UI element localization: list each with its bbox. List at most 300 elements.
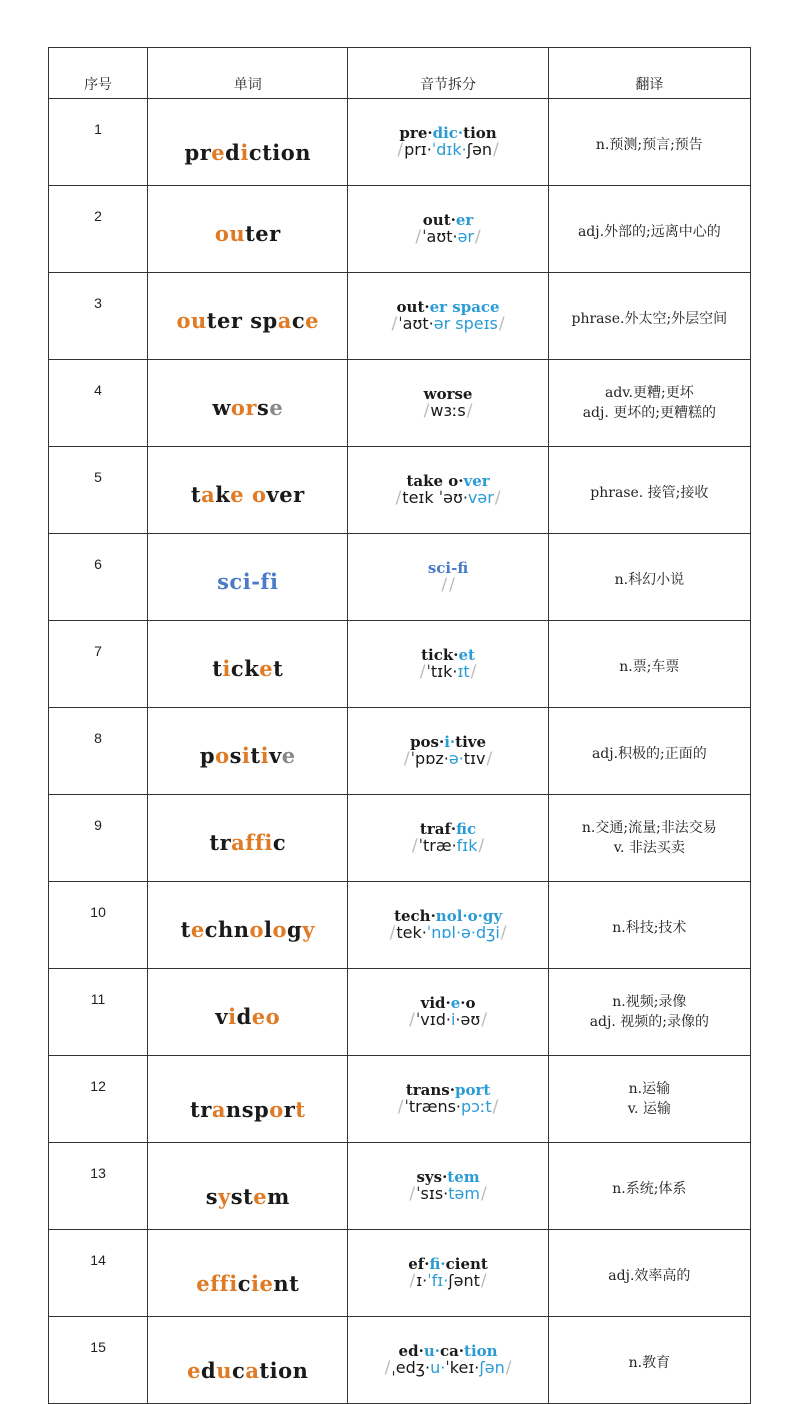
- translation-line: n.科技;技术: [612, 919, 687, 936]
- syllable-segment: tech·: [394, 906, 436, 925]
- row-number: 11: [49, 969, 148, 1056]
- translation-cell: [548, 1317, 750, 1404]
- table-row: [49, 882, 751, 969]
- phonetic-text: [348, 313, 547, 334]
- syllable-segment: traf·: [419, 819, 457, 838]
- syllable-cell: [348, 447, 548, 534]
- phonetic-segment: ˈaʊt·: [422, 226, 458, 246]
- phonetic-segment: ɪt: [457, 661, 470, 681]
- row-number: 6: [49, 534, 148, 621]
- word-segment: y: [218, 1183, 231, 1209]
- syllable-segment: nol·o·gy: [435, 906, 503, 925]
- syllable-segment: e: [450, 993, 461, 1012]
- word-segment: o: [215, 742, 230, 768]
- phonetic-segment: tek·: [396, 922, 427, 942]
- slash-right: /: [498, 313, 505, 334]
- syllable-segment: tick·: [421, 645, 459, 664]
- table-row: [49, 447, 751, 534]
- table-row: [49, 708, 751, 795]
- translation-line: n.教育: [628, 1354, 671, 1371]
- syllable-segment: tem: [447, 1167, 480, 1186]
- phonetic-segment: təm: [448, 1183, 480, 1203]
- syllable-segment: trans·: [405, 1080, 455, 1099]
- translation-cell: [548, 1056, 750, 1143]
- translation-line: n.运输: [628, 1080, 671, 1097]
- translation-line: adj.外部的;远离中心的: [577, 223, 721, 240]
- slash-left: /: [391, 313, 398, 334]
- slash-left: /: [411, 835, 418, 856]
- syllable-text: [348, 1254, 547, 1273]
- word-text: [185, 140, 312, 165]
- word-cell: [148, 186, 348, 273]
- phonetic-segment: ʃən: [479, 1357, 505, 1377]
- slash-right: /: [493, 139, 499, 160]
- word-segment: ff: [245, 829, 265, 855]
- syllable-segment: fi·: [429, 1254, 446, 1273]
- translation-text: [549, 992, 750, 1033]
- word-segment: i: [222, 655, 231, 681]
- word-segment: c: [291, 307, 306, 333]
- phonetic-segment: ʃənt: [448, 1270, 480, 1290]
- translation-text: [549, 216, 750, 242]
- phonetic-text: [348, 922, 547, 943]
- phonetic-text: [348, 139, 547, 160]
- slash-left: /: [395, 487, 402, 508]
- word-cell: [148, 969, 348, 1056]
- phonetic-text: [348, 1096, 547, 1117]
- phonetic-text: [348, 748, 547, 769]
- translation-line: adj. 视频的;录像的: [589, 1014, 709, 1030]
- phonetic-text: [348, 1009, 547, 1030]
- word-segment: a: [231, 829, 246, 855]
- table-row: [49, 1143, 751, 1230]
- syllable-segment: er space: [429, 297, 500, 316]
- syllable-cell: [348, 1143, 548, 1230]
- syllable-segment: port: [454, 1080, 491, 1099]
- translation-line: adj. 更坏的;更糟糕的: [582, 405, 716, 421]
- syllable-cell: [348, 969, 548, 1056]
- phonetic-text: [348, 574, 547, 595]
- syllable-cell: [348, 708, 548, 795]
- translation-cell: [548, 882, 750, 969]
- slash-left: /: [409, 1009, 415, 1030]
- word-segment: o: [251, 481, 267, 507]
- translation-cell: [548, 273, 750, 360]
- word-segment: ff: [210, 1270, 230, 1296]
- word-segment: nt: [273, 1270, 300, 1296]
- translation-cell: [548, 360, 750, 447]
- word-text: [181, 917, 315, 942]
- word-segment: s: [205, 1183, 219, 1209]
- word-text: [200, 743, 296, 768]
- syllable-segment: out·: [396, 297, 430, 316]
- row-number: 8: [49, 708, 148, 795]
- syllable-segment: ·o: [460, 993, 476, 1012]
- slash-right: /: [481, 1009, 487, 1030]
- phonetic-segment: ər speɪs: [433, 313, 498, 333]
- header-word: 单词: [148, 48, 348, 99]
- slash-right: /: [480, 1183, 487, 1204]
- header-syllable: 音节拆分: [348, 48, 548, 99]
- translation-text: [549, 303, 750, 329]
- word-segment: r: [283, 1096, 296, 1122]
- translation-line: n.票;车票: [619, 658, 680, 675]
- syllable-segment: ef·: [408, 1254, 430, 1273]
- word-segment: d: [236, 1003, 252, 1029]
- word-segment: e: [196, 1270, 211, 1296]
- phonetic-segment: ˈnɒl·ə·dʒi: [426, 922, 500, 942]
- word-segment: d: [201, 1357, 217, 1383]
- translation-line: v. 运输: [627, 1101, 671, 1117]
- phonetic-segment: ˈkeɪ·: [445, 1357, 480, 1377]
- word-segment: c: [237, 1270, 251, 1296]
- table-row: [49, 795, 751, 882]
- slash-right: /: [505, 1357, 512, 1378]
- translation-text: [549, 738, 750, 764]
- translation-cell: [548, 1230, 750, 1317]
- word-cell: [148, 534, 348, 621]
- word-segment: e: [269, 394, 284, 420]
- syllable-segment: worse: [423, 384, 473, 403]
- translation-cell: [548, 795, 750, 882]
- word-text: [191, 482, 305, 507]
- table-row: [49, 1056, 751, 1143]
- phonetic-segment: ˈvɪd·: [415, 1009, 451, 1029]
- phonetic-segment: ˈfɪ·: [427, 1270, 449, 1290]
- table-row: [49, 273, 751, 360]
- phonetic-segment: ·əʊ: [455, 1009, 481, 1029]
- slash-left: /: [409, 1270, 416, 1291]
- word-segment: i: [240, 139, 249, 165]
- word-segment: t: [295, 1096, 306, 1122]
- syllable-text: [348, 1341, 547, 1360]
- word-segment: e: [259, 655, 274, 681]
- word-segment: e: [211, 139, 226, 165]
- word-segment: e: [230, 481, 245, 507]
- word-cell: [148, 99, 348, 186]
- slash-right: /: [478, 835, 485, 856]
- word-segment: p: [184, 139, 200, 165]
- phonetic-text: [348, 1270, 547, 1291]
- translation-cell: [548, 186, 750, 273]
- syllable-segment: tion: [464, 1341, 498, 1360]
- translation-line: phrase.外太空;外层空间: [571, 310, 728, 327]
- word-segment: t: [273, 655, 284, 681]
- phonetic-segment: ˈsɪs·: [416, 1183, 449, 1203]
- word-text: [196, 1271, 299, 1296]
- translation-line: adj.积极的;正面的: [591, 745, 707, 762]
- translation-cell: [548, 969, 750, 1056]
- word-text: [215, 1004, 280, 1029]
- syllable-cell: [348, 186, 548, 273]
- word-segment: tion: [259, 1357, 309, 1383]
- translation-cell: [548, 447, 750, 534]
- translation-line: phrase. 接管;接收: [590, 484, 709, 501]
- row-number: 7: [49, 621, 148, 708]
- word-text: [190, 1097, 305, 1122]
- phonetic-segment: ˈtɪk·: [426, 661, 458, 681]
- syllable-segment: sci-fi: [427, 558, 469, 577]
- word-segment: o: [249, 916, 265, 942]
- slash-right: /: [475, 226, 481, 247]
- word-segment: a: [211, 1096, 226, 1122]
- syllable-segment: ca·: [439, 1341, 465, 1360]
- syllable-segment: ver: [463, 471, 490, 490]
- row-number: 4: [49, 360, 148, 447]
- translation-text: [549, 1079, 750, 1120]
- syllable-segment: u·: [423, 1341, 440, 1360]
- word-segment: ou: [176, 307, 207, 333]
- word-segment: a: [201, 481, 216, 507]
- syllable-segment: dic·: [432, 123, 464, 142]
- syllable-text: [348, 732, 547, 751]
- translation-line: adv.更糟;更坏: [604, 384, 694, 401]
- word-text: [212, 395, 283, 420]
- slash-right: /: [500, 922, 507, 943]
- slash-left: /: [441, 574, 448, 595]
- syllable-cell: [348, 882, 548, 969]
- phonetic-segment: i: [450, 1009, 456, 1029]
- slash-right: /: [466, 400, 473, 421]
- slash-right: /: [470, 661, 477, 682]
- word-segment: tr: [209, 829, 232, 855]
- slash-left: /: [409, 1183, 416, 1204]
- word-cell: [148, 1143, 348, 1230]
- word-segment: v: [269, 742, 282, 768]
- word-segment: r: [199, 139, 212, 165]
- syllable-segment: vid·: [420, 993, 451, 1012]
- word-segment: t: [190, 481, 202, 507]
- syllable-segment: er: [455, 210, 474, 229]
- word-segment: or: [230, 394, 257, 420]
- phonetic-text: [348, 487, 547, 508]
- row-number: 12: [49, 1056, 148, 1143]
- row-number: 5: [49, 447, 148, 534]
- word-cell: [148, 1317, 348, 1404]
- phonetic-segment: ər: [457, 226, 474, 246]
- table-row: [49, 1317, 751, 1404]
- syllable-segment: cient: [445, 1254, 488, 1273]
- word-segment: s: [229, 742, 242, 768]
- word-segment: nsp: [225, 1096, 270, 1122]
- word-segment: ver: [266, 481, 305, 507]
- header-translation: 翻译: [548, 48, 750, 99]
- phonetic-segment: ˈaʊt·: [398, 313, 434, 333]
- phonetic-segment: vər: [467, 487, 494, 507]
- word-segment: s: [257, 394, 270, 420]
- syllable-cell: [348, 534, 548, 621]
- translation-cell: [548, 99, 750, 186]
- word-segment: i: [228, 1003, 237, 1029]
- phonetic-segment: ˌedʒ·: [391, 1357, 431, 1377]
- word-segment: o: [272, 916, 288, 942]
- syllable-text: [348, 123, 547, 142]
- word-segment: e: [281, 742, 296, 768]
- table-body: [49, 99, 751, 1404]
- word-segment: i: [229, 1270, 238, 1296]
- word-segment: k: [215, 481, 231, 507]
- syllable-cell: [348, 1230, 548, 1317]
- slash-left: /: [403, 748, 410, 769]
- syllable-cell: [348, 621, 548, 708]
- word-segment: chn: [204, 916, 250, 942]
- word-segment: i: [241, 742, 251, 768]
- syllable-segment: out·: [422, 210, 456, 229]
- word-segment: e: [305, 307, 320, 333]
- word-segment: st: [230, 1183, 254, 1209]
- word-segment: tr: [190, 1096, 212, 1122]
- word-segment: m: [267, 1183, 290, 1209]
- syllable-text: [348, 1080, 547, 1099]
- word-segment: w: [212, 394, 231, 420]
- translation-text: [549, 912, 750, 938]
- syllable-text: [348, 645, 547, 664]
- syllable-text: [348, 297, 547, 316]
- syllable-segment: tive: [455, 732, 487, 751]
- syllable-cell: [348, 795, 548, 882]
- table-row: [49, 621, 751, 708]
- slash-left: /: [419, 661, 426, 682]
- translation-text: [549, 564, 750, 590]
- word-segment: ck: [230, 655, 260, 681]
- row-number: 15: [49, 1317, 148, 1404]
- word-text: [212, 656, 283, 681]
- word-cell: [148, 360, 348, 447]
- phonetic-text: [348, 661, 547, 682]
- syllable-text: [348, 906, 547, 925]
- word-cell: [148, 882, 348, 969]
- slash-right: /: [480, 1270, 487, 1291]
- row-number: 9: [49, 795, 148, 882]
- syllable-cell: [348, 1317, 548, 1404]
- word-segment: i: [260, 742, 270, 768]
- syllable-text: [348, 558, 547, 577]
- word-segment: t: [180, 916, 191, 942]
- translation-text: [549, 477, 750, 503]
- word-segment: o: [269, 1096, 284, 1122]
- row-number: 2: [49, 186, 148, 273]
- syllable-segment: i·: [444, 732, 456, 751]
- word-cell: [148, 1056, 348, 1143]
- syllable-cell: [348, 1056, 548, 1143]
- translation-text: [549, 129, 750, 155]
- word-segment: eo: [251, 1003, 281, 1029]
- syllable-segment: et: [458, 645, 475, 664]
- word-segment: v: [215, 1003, 229, 1029]
- translation-text: [549, 1260, 750, 1286]
- word-cell: [148, 273, 348, 360]
- slash-right: /: [486, 748, 493, 769]
- word-segment: e: [253, 1183, 268, 1209]
- translation-line: n.视频;录像: [612, 993, 687, 1010]
- syllable-segment: ed·: [398, 1341, 424, 1360]
- word-cell: [148, 447, 348, 534]
- phonetic-text: [348, 1183, 547, 1204]
- word-segment: g: [287, 916, 303, 942]
- word-segment: a: [245, 1357, 260, 1383]
- word-cell: [148, 621, 348, 708]
- translation-line: n.系统;体系: [612, 1180, 687, 1197]
- word-segment: c: [272, 829, 287, 855]
- word-segment: e: [190, 916, 205, 942]
- phonetic-text: [348, 1357, 547, 1378]
- translation-text: [549, 1347, 750, 1373]
- phonetic-text: [348, 835, 547, 856]
- slash-left: /: [397, 1096, 404, 1117]
- syllable-cell: [348, 273, 548, 360]
- word-text: [209, 830, 286, 855]
- translation-line: v. 非法买卖: [613, 840, 685, 856]
- word-cell: [148, 795, 348, 882]
- table-row: [49, 186, 751, 273]
- header-number: 序号: [49, 48, 148, 99]
- phonetic-segment: teɪk ˈəʊ·: [402, 487, 468, 507]
- table-row: [49, 534, 751, 621]
- syllable-cell: [348, 99, 548, 186]
- phonetic-segment: wɜːs: [430, 400, 466, 420]
- word-text: [177, 308, 320, 333]
- row-number: 10: [49, 882, 148, 969]
- word-cell: [148, 708, 348, 795]
- row-number: 13: [49, 1143, 148, 1230]
- translation-text: [549, 818, 750, 859]
- word-text: [215, 221, 281, 246]
- phonetic-text: [348, 226, 547, 247]
- word-segment: d: [225, 139, 241, 165]
- word-segment: u: [216, 1357, 233, 1383]
- phonetic-text: [348, 400, 547, 421]
- phonetic-segment: ˈtræ·: [418, 835, 457, 855]
- translation-line: n.预测;预言;预告: [595, 136, 703, 153]
- syllable-segment: take o·: [406, 471, 464, 490]
- phonetic-segment: pɔːt: [461, 1096, 492, 1116]
- phonetic-segment: u·: [430, 1357, 446, 1377]
- word-segment: p: [199, 742, 216, 768]
- phonetic-segment: ˈtræns·: [404, 1096, 462, 1116]
- phonetic-segment: tɪv: [463, 748, 486, 768]
- syllable-segment: pre·: [399, 123, 433, 142]
- table-row: [49, 99, 751, 186]
- word-segment: ction: [248, 139, 312, 165]
- word-segment: l: [264, 916, 273, 942]
- translation-line: adj.效率高的: [608, 1267, 691, 1284]
- row-number: 1: [49, 99, 148, 186]
- table-row: [49, 1230, 751, 1317]
- slash-right: /: [494, 487, 501, 508]
- syllable-text: [348, 210, 547, 229]
- word-segment: y: [302, 916, 315, 942]
- word-segment: a: [277, 307, 292, 333]
- word-segment: ter: [245, 220, 281, 246]
- syllable-segment: pos·: [410, 732, 445, 751]
- word-segment: c: [232, 1357, 246, 1383]
- slash-right: /: [492, 1096, 499, 1117]
- word-segment: t: [250, 742, 261, 768]
- translation-cell: [548, 621, 750, 708]
- slash-left: /: [415, 226, 422, 247]
- slash-right: /: [449, 574, 455, 595]
- row-number: 14: [49, 1230, 148, 1317]
- word-text: [206, 1184, 290, 1209]
- slash-left: /: [389, 922, 396, 943]
- phonetic-segment: ʃən: [466, 139, 493, 159]
- syllable-segment: fic: [456, 819, 477, 838]
- slash-left: /: [384, 1357, 391, 1378]
- row-number: 3: [49, 273, 148, 360]
- syllable-text: [348, 384, 547, 403]
- translation-text: [549, 1173, 750, 1199]
- translation-cell: [548, 1143, 750, 1230]
